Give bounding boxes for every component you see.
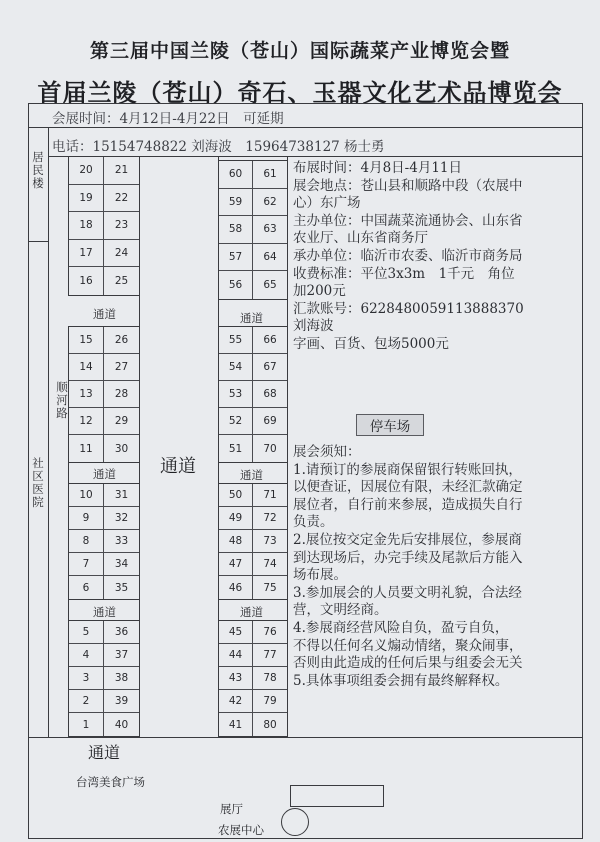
detail-line: 心）东广场 — [293, 195, 361, 212]
booth-6: 6 — [69, 576, 104, 599]
booth-28: 28 — [104, 381, 139, 408]
booth-50: 50 — [219, 484, 253, 507]
booth-31: 31 — [104, 484, 139, 507]
booth-27: 27 — [104, 354, 139, 381]
booth-18: 18 — [69, 212, 104, 240]
divider — [28, 737, 583, 738]
booth-24: 24 — [104, 240, 139, 268]
detail-line: 承办单位：临沂市农委、临沂市商务局 — [293, 247, 523, 264]
booth-16: 16 — [69, 267, 104, 295]
booth-37: 37 — [104, 644, 139, 667]
booth-77: 77 — [253, 644, 287, 667]
booth-34: 34 — [104, 553, 139, 576]
booth-1: 1 — [69, 713, 104, 736]
bottom-aisle-label: 通道 — [88, 743, 121, 762]
detail-line: 刘海波 — [293, 318, 334, 335]
notice-line: 1.请预订的参展商保留银行转账回执， — [293, 461, 522, 478]
booth-3: 3 — [69, 667, 104, 690]
booth-70: 70 — [263, 442, 277, 455]
booth-30: 30 — [114, 442, 129, 455]
booth-64: 64 — [253, 244, 287, 272]
divider — [28, 241, 48, 242]
detail-line: 展会地点：苍山县和顺路中段（农展中 — [293, 177, 523, 194]
notice-line: 场布展。 — [293, 567, 347, 584]
exhibition-notice — [293, 444, 579, 690]
booth-26: 26 — [104, 327, 139, 354]
booth-15: 15 — [69, 327, 104, 354]
phone-contact: 电话：15154748822 刘海波 15964738127 杨士勇 — [52, 139, 385, 155]
aisle-label: 通道 — [93, 467, 116, 481]
booth-12: 12 — [69, 408, 104, 435]
booth-48: 48 — [219, 530, 253, 553]
booth-block — [68, 483, 140, 600]
detail-line: 加200元 — [293, 283, 346, 300]
booth-9: 9 — [69, 507, 104, 530]
left-column-divider — [48, 127, 49, 737]
booth-block — [68, 620, 140, 737]
booth-22: 22 — [104, 185, 139, 213]
booth-79: 79 — [253, 690, 287, 713]
booth-80: 80 — [263, 718, 277, 731]
exhibition-details — [293, 160, 579, 354]
clinic-label: 社 区 医 院 — [32, 456, 44, 509]
hall-label: 展厅 — [220, 802, 243, 816]
booth-78: 78 — [253, 667, 287, 690]
booth-2: 2 — [69, 690, 104, 713]
booth-32: 32 — [104, 507, 139, 530]
detail-line: 主办单位：中国蔬菜流通协会、山东省 — [293, 212, 523, 229]
booth-49: 49 — [219, 507, 253, 530]
hall-rectangle — [290, 785, 384, 807]
aisle-label: 通道 — [93, 605, 116, 619]
booth-52: 52 — [219, 408, 253, 435]
booth-block — [68, 156, 140, 296]
booth-74: 74 — [253, 553, 287, 576]
booth-71: 71 — [253, 484, 287, 507]
booth-11: 11 — [69, 435, 104, 462]
booth-76: 76 — [253, 621, 287, 644]
booth-63: 63 — [253, 216, 287, 244]
booth-42: 42 — [219, 690, 253, 713]
booth-7: 7 — [69, 553, 104, 576]
booth-54: 54 — [219, 354, 253, 381]
booth-65: 65 — [263, 279, 277, 292]
booth-69: 69 — [253, 408, 287, 435]
notice-line: 3.参加展会的人员要文明礼貌，合法经 — [293, 584, 522, 601]
food-plaza-label: 台湾美食广场 — [76, 775, 145, 789]
booth-8: 8 — [69, 530, 104, 553]
booth-43: 43 — [219, 667, 253, 690]
booth-block — [218, 483, 288, 600]
booth-57: 57 — [219, 244, 253, 272]
aisle-label: 通道 — [240, 605, 263, 619]
booth-20: 20 — [69, 157, 104, 185]
notice-line: 不得以任何名义煽动情绪，聚众闹事， — [293, 637, 523, 654]
detail-line: 布展时间：4月8日-4月11日 — [293, 160, 463, 176]
notice-line: 以便查证，因展位有限，未经汇款确定 — [293, 479, 523, 496]
booth-41: 41 — [219, 713, 253, 736]
booth-40: 40 — [114, 718, 129, 731]
booth-75: 75 — [263, 581, 277, 594]
booth-55: 55 — [219, 327, 253, 354]
notice-line: 4.参展商经营风险自负，盈亏自负， — [293, 619, 509, 636]
booth-60: 60 — [219, 161, 253, 189]
aisle-label: 通道 — [240, 311, 263, 325]
booth-block — [68, 326, 140, 463]
booth-5: 5 — [69, 621, 104, 644]
aisle-label: 通道 — [240, 468, 263, 482]
booth-4: 4 — [69, 644, 104, 667]
booth-61: 61 — [253, 161, 287, 189]
booth-53: 53 — [219, 381, 253, 408]
aisle-label: 通道 — [93, 307, 116, 321]
title-line-1: 第三届中国兰陵（苍山）国际蔬菜产业博览会暨 — [89, 40, 510, 62]
detail-line: 农业厅、山东省商务厅 — [293, 230, 428, 247]
notice-line: 否则由此造成的任何后果与组委会无关 — [293, 655, 523, 672]
booth-block — [218, 620, 288, 737]
booth-39: 39 — [104, 690, 139, 713]
booth-13: 13 — [69, 381, 104, 408]
detail-line: 收费标准：平位3x3m 1千元 角位 — [293, 265, 515, 282]
booth-45: 45 — [219, 621, 253, 644]
booth-59: 59 — [219, 189, 253, 217]
booth-56: 56 — [219, 271, 253, 299]
booth-17: 17 — [69, 240, 104, 268]
booth-68: 68 — [253, 381, 287, 408]
booth-47: 47 — [219, 553, 253, 576]
detail-line: 汇款账号：6228480059113888370 — [293, 300, 524, 317]
booth-block — [218, 326, 288, 463]
main-aisle-label: 通道 — [160, 456, 196, 477]
booth-72: 72 — [253, 507, 287, 530]
exhibition-time: 会展时间：4月12日-4月22日 可延期 — [52, 111, 284, 127]
parking-box: 停车场 — [356, 414, 424, 436]
booth-14: 14 — [69, 354, 104, 381]
detail-line: 字画、百货、包场5000元 — [293, 335, 449, 352]
notice-line: 营，文明经商。 — [293, 602, 388, 619]
notice-line: 5.具体事项组委会拥有最终解释权。 — [293, 672, 509, 689]
notice-line: 展会须知： — [293, 444, 361, 460]
center-circle — [281, 808, 309, 836]
booth-block — [218, 160, 288, 300]
booth-25: 25 — [114, 275, 129, 288]
booth-33: 33 — [104, 530, 139, 553]
booth-38: 38 — [104, 667, 139, 690]
notice-line: 展位者，自行前来参展，造成损失自行 — [293, 496, 523, 513]
title-line-2: 首届兰陵（苍山）奇石、玉器文化艺术品博览会 — [37, 78, 563, 107]
center-label: 农展中心 — [218, 823, 264, 837]
booth-23: 23 — [104, 212, 139, 240]
divider — [28, 127, 583, 128]
booth-10: 10 — [69, 484, 104, 507]
booth-73: 73 — [253, 530, 287, 553]
booth-21: 21 — [104, 157, 139, 185]
booth-58: 58 — [219, 216, 253, 244]
road-label: 顺 河 路 — [56, 380, 68, 420]
booth-35: 35 — [114, 581, 129, 594]
booth-44: 44 — [219, 644, 253, 667]
booth-36: 36 — [104, 621, 139, 644]
booth-29: 29 — [104, 408, 139, 435]
notice-line: 2.展位按交定金先后安排展位，参展商 — [293, 531, 522, 548]
booth-19: 19 — [69, 185, 104, 213]
residential-label: 居 民 楼 — [32, 150, 44, 190]
booth-46: 46 — [219, 576, 253, 599]
booth-51: 51 — [219, 435, 253, 462]
booth-62: 62 — [253, 189, 287, 217]
booth-67: 67 — [253, 354, 287, 381]
notice-line: 负责。 — [293, 514, 334, 531]
booth-66: 66 — [253, 327, 287, 354]
notice-line: 到达现场后，办完手续及尾款后方能入 — [293, 549, 523, 566]
